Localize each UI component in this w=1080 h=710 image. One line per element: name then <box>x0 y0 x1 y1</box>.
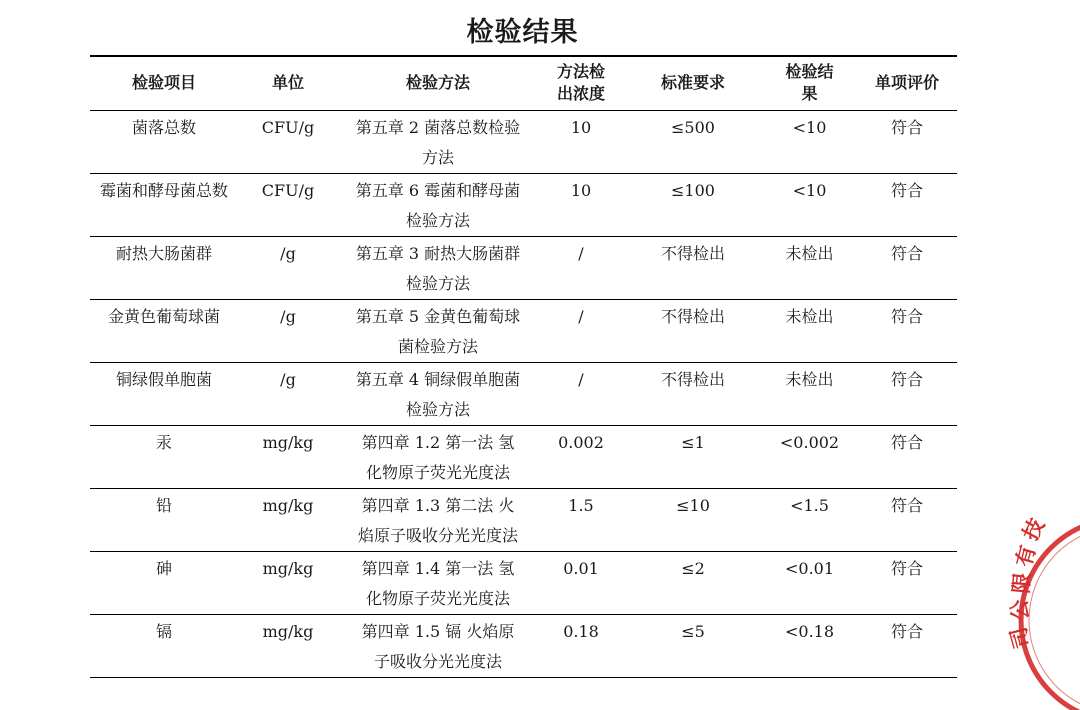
cell-item: 菌落总数 <box>131 117 196 137</box>
cell-evaluation: 符合 <box>890 180 923 200</box>
cell-method <box>338 551 538 614</box>
method-line2: 检验方法 <box>405 399 470 419</box>
header-detection-limit <box>538 56 624 110</box>
table-row <box>90 614 957 677</box>
cell-item: 铅 <box>155 495 172 515</box>
method-line2: 检验方法 <box>405 210 470 230</box>
cell-item: 霉菌和酵母菌总数 <box>99 180 228 200</box>
cell-result: <1.5 <box>790 495 829 515</box>
table-row <box>90 173 957 236</box>
method-line1: 第五章 3 耐热大肠菌群 <box>355 243 521 263</box>
table-row <box>90 362 957 425</box>
cell-evaluation: 符合 <box>890 621 923 641</box>
cell-unit: /g <box>280 369 296 389</box>
header-result-line1: 检验结 <box>785 62 834 82</box>
table-row <box>90 236 957 299</box>
cell-unit: mg/kg <box>262 495 314 515</box>
cell-limit: / <box>578 306 584 326</box>
cell-method <box>338 425 538 488</box>
method-line1: 第四章 1.3 第二法 火 <box>361 495 515 515</box>
cell-standard: 不得检出 <box>660 306 725 326</box>
header-result-line2: 果 <box>801 84 818 104</box>
company-seal-stamp <box>1005 500 1080 710</box>
method-line2: 焰原子吸收分光光度法 <box>357 525 518 545</box>
cell-method <box>338 173 538 236</box>
svg-text:司: 司 <box>1006 624 1035 651</box>
header-result <box>762 56 857 110</box>
cell-evaluation: 符合 <box>890 495 923 515</box>
table-header-row <box>90 56 957 110</box>
table-row <box>90 425 957 488</box>
svg-text:有: 有 <box>1011 542 1041 570</box>
cell-unit: mg/kg <box>262 558 314 578</box>
cell-standard: ≤500 <box>671 117 715 137</box>
cell-standard: ≤2 <box>681 558 705 578</box>
cell-limit: 10 <box>570 117 592 137</box>
method-line1: 第五章 4 铜绿假单胞菌 <box>355 369 521 389</box>
cell-standard: 不得检出 <box>660 369 725 389</box>
header-unit: 单位 <box>271 73 304 93</box>
cell-method <box>338 110 538 173</box>
cell-unit: /g <box>280 306 296 326</box>
cell-standard: ≤1 <box>681 432 705 452</box>
cell-result: 未检出 <box>785 243 834 263</box>
method-line1: 第五章 6 霉菌和酵母菌 <box>355 180 521 200</box>
table-row <box>90 551 957 614</box>
cell-standard: 不得检出 <box>660 243 725 263</box>
method-line1: 第四章 1.2 第一法 氢 <box>361 432 515 452</box>
cell-standard: ≤100 <box>671 180 715 200</box>
header-method: 检验方法 <box>405 73 470 93</box>
results-table <box>90 55 957 678</box>
cell-method <box>338 236 538 299</box>
cell-item: 耐热大肠菌群 <box>115 243 212 263</box>
cell-unit: mg/kg <box>262 621 314 641</box>
header-standard: 标准要求 <box>660 73 725 93</box>
method-line2: 化物原子荧光光度法 <box>365 588 510 608</box>
cell-method <box>338 299 538 362</box>
cell-evaluation: 符合 <box>890 243 923 263</box>
cell-method <box>338 488 538 551</box>
table-row <box>90 110 957 173</box>
method-line2: 菌检验方法 <box>397 336 478 356</box>
cell-item: 汞 <box>155 432 172 452</box>
cell-limit: 10 <box>570 180 592 200</box>
cell-item: 金黄色葡萄球菌 <box>107 306 220 326</box>
cell-result: <10 <box>792 117 827 137</box>
cell-limit: 0.01 <box>563 558 599 578</box>
header-item: 检验项目 <box>131 73 196 93</box>
method-line2: 子吸收分光光度法 <box>373 651 502 671</box>
method-line1: 第四章 1.5 镉 火焰原 <box>361 621 515 641</box>
cell-item: 砷 <box>155 558 172 578</box>
cell-result: <0.01 <box>784 558 835 578</box>
cell-result: <0.18 <box>784 621 835 641</box>
cell-limit: 1.5 <box>568 495 594 515</box>
cell-item: 镉 <box>155 621 172 641</box>
cell-limit: / <box>578 243 584 263</box>
cell-standard: ≤5 <box>681 621 705 641</box>
cell-method <box>338 614 538 677</box>
cell-evaluation: 符合 <box>890 558 923 578</box>
cell-item: 铜绿假单胞菌 <box>115 369 212 389</box>
cell-method <box>338 362 538 425</box>
header-limit-line2: 出浓度 <box>556 84 605 104</box>
cell-evaluation: 符合 <box>890 369 923 389</box>
cell-unit: CFU/g <box>261 117 315 137</box>
cell-limit: / <box>578 369 584 389</box>
svg-text:技: 技 <box>1018 514 1050 545</box>
method-line2: 方法 <box>421 147 454 167</box>
cell-result: <10 <box>792 180 827 200</box>
method-line1: 第四章 1.4 第一法 氢 <box>361 558 515 578</box>
cell-unit: mg/kg <box>262 432 314 452</box>
cell-evaluation: 符合 <box>890 117 923 137</box>
header-limit-line1: 方法检 <box>556 62 605 82</box>
svg-text:限: 限 <box>1009 571 1035 595</box>
header-evaluation: 单项评价 <box>874 73 939 93</box>
cell-limit: 0.18 <box>563 621 599 641</box>
cell-result: 未检出 <box>785 369 834 389</box>
cell-limit: 0.002 <box>558 432 604 452</box>
table-row <box>90 488 957 551</box>
seal-text <box>1006 515 1049 651</box>
cell-evaluation: 符合 <box>890 306 923 326</box>
method-line1: 第五章 5 金黄色葡萄球 <box>355 306 521 326</box>
cell-unit: CFU/g <box>261 180 315 200</box>
method-line2: 化物原子荧光光度法 <box>365 462 510 482</box>
page-title: 检验结果 <box>466 17 579 48</box>
cell-result: 未检出 <box>785 306 834 326</box>
cell-unit: /g <box>280 243 296 263</box>
cell-result: <0.002 <box>779 432 840 452</box>
svg-text:公: 公 <box>1007 598 1033 622</box>
method-line1: 第五章 2 菌落总数检验 <box>355 117 521 137</box>
method-line2: 检验方法 <box>405 273 470 293</box>
cell-evaluation: 符合 <box>890 432 923 452</box>
table-row <box>90 299 957 362</box>
cell-standard: ≤10 <box>676 495 710 515</box>
